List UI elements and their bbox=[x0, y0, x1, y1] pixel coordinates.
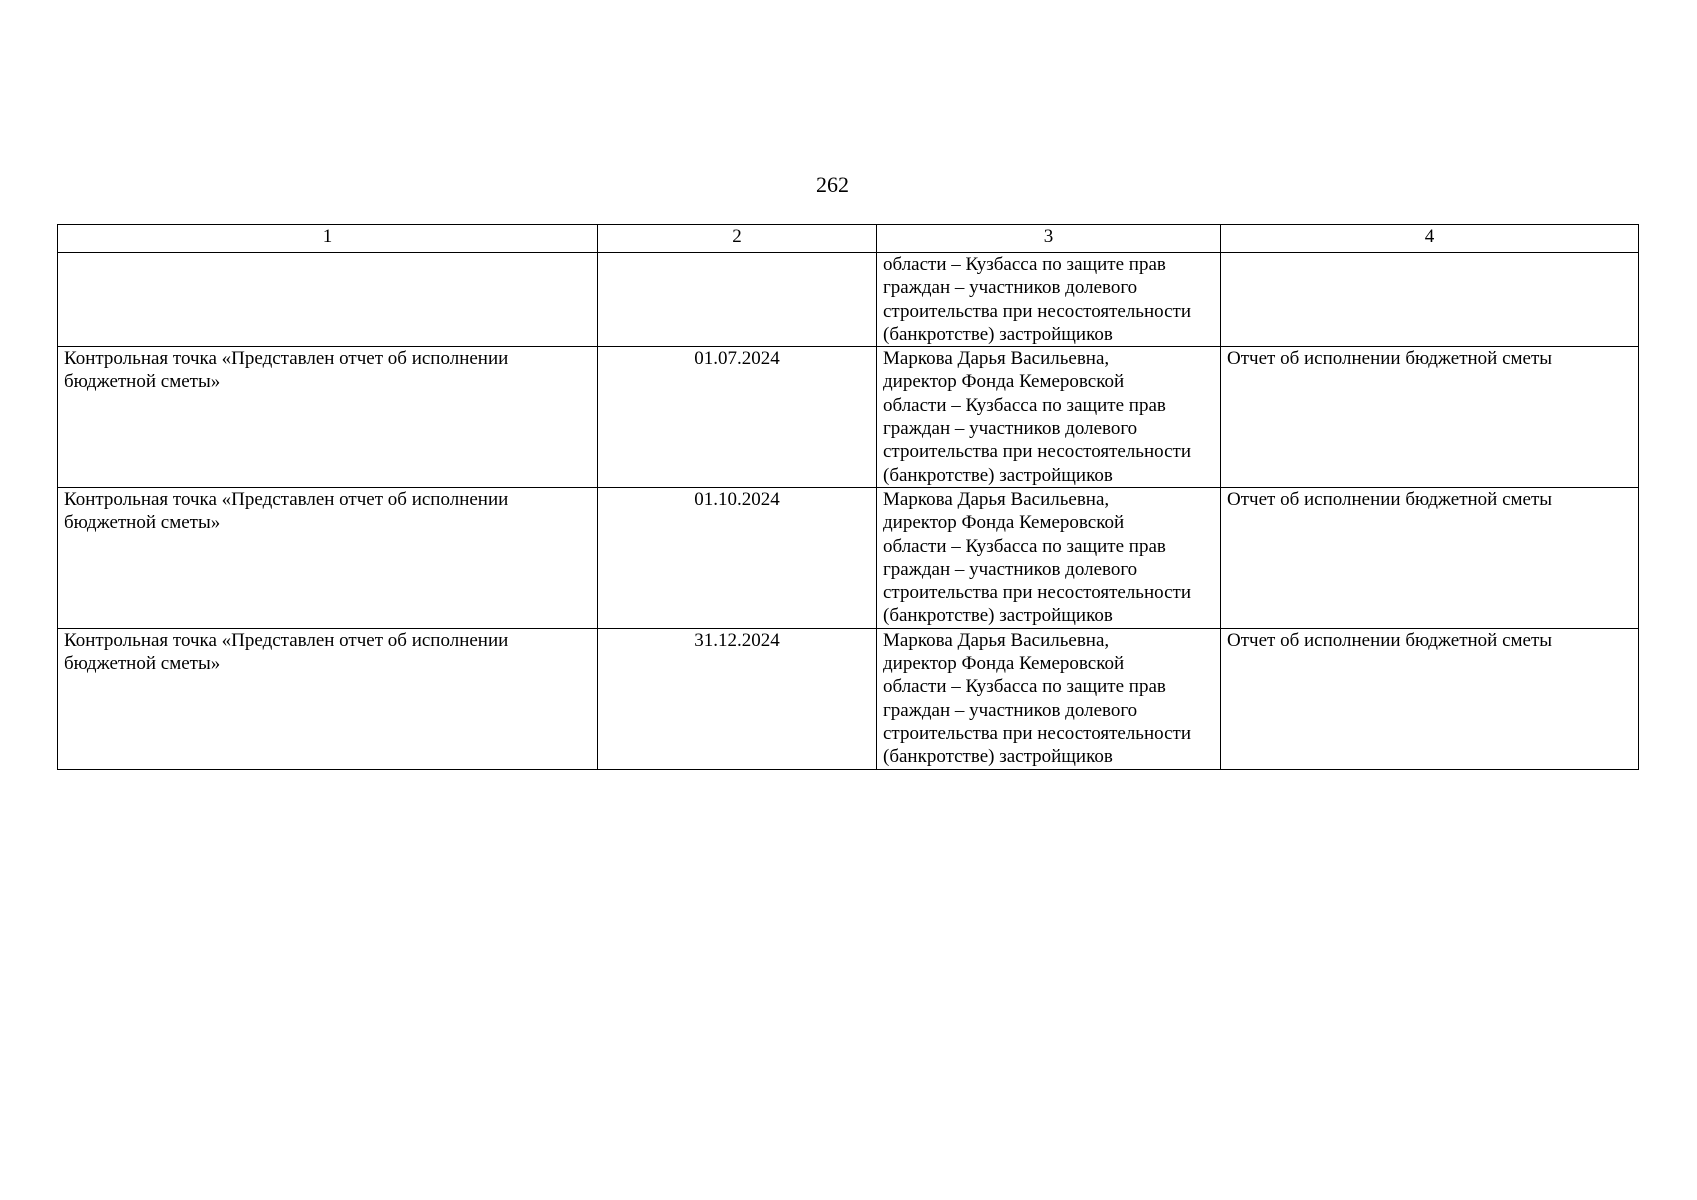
responsible-cell bbox=[877, 628, 1221, 769]
date-cell bbox=[598, 487, 877, 628]
page-number: 262 bbox=[816, 172, 849, 197]
event-text: Контрольная точка «Представлен отчет об исполнении бюджетной сметы» bbox=[64, 348, 509, 393]
event-text: Контрольная точка «Представлен отчет об исполнении бюджетной сметы» bbox=[64, 629, 509, 675]
responsible-cell bbox=[877, 253, 1221, 347]
date-text: 01.10.2024 bbox=[694, 488, 780, 510]
event-cell bbox=[58, 347, 598, 488]
date-text: 01.07.2024 bbox=[694, 348, 780, 370]
responsible-cell bbox=[877, 487, 1221, 628]
result-text: Отчет об исполнении бюджетной сметы bbox=[1227, 348, 1553, 370]
date-cell bbox=[598, 628, 877, 769]
responsible-text: области – Кузбасса по защите прав граждан – участников долевого строительства при несостоятельности (банкротстве) застройщиков bbox=[883, 254, 1192, 345]
column-header-4: 4 bbox=[1221, 225, 1639, 253]
event-cell bbox=[58, 253, 598, 347]
column-header-1: 1 bbox=[58, 225, 598, 253]
event-cell bbox=[58, 628, 598, 769]
result-text: Отчет об исполнении бюджетной сметы bbox=[1227, 629, 1553, 651]
event-cell bbox=[58, 487, 598, 628]
responsible-text: Маркова Дарья Васильевна, директор Фонда Кемеровской области – Кузбасса по защите прав граждан – участников долевого строительства при несостоятельности (банкротстве) застройщиков bbox=[883, 488, 1192, 627]
document-table bbox=[57, 224, 1639, 770]
result-cell bbox=[1221, 628, 1639, 769]
table-row bbox=[58, 347, 1639, 488]
table-row bbox=[58, 628, 1639, 769]
table-header bbox=[58, 225, 1639, 253]
result-cell bbox=[1221, 487, 1639, 628]
result-cell bbox=[1221, 347, 1639, 488]
responsible-text: Маркова Дарья Васильевна, директор Фонда Кемеровской области – Кузбасса по защите прав граждан – участников долевого строительства при несостоятельности (банкротстве) застройщиков bbox=[883, 348, 1192, 486]
responsible-cell bbox=[877, 347, 1221, 488]
event-text: Контрольная точка «Представлен отчет об исполнении бюджетной сметы» bbox=[64, 488, 509, 534]
table-row bbox=[58, 253, 1639, 347]
table-body bbox=[58, 253, 1639, 770]
result-text: Отчет об исполнении бюджетной сметы bbox=[1227, 488, 1553, 510]
responsible-text: Маркова Дарья Васильевна, директор Фонда Кемеровской области – Кузбасса по защите прав граждан – участников долевого строительства при несостоятельности (банкротстве) застройщиков bbox=[883, 629, 1192, 768]
result-cell bbox=[1221, 253, 1639, 347]
table-header-row bbox=[58, 225, 1639, 253]
date-cell bbox=[598, 347, 877, 488]
column-header-2: 2 bbox=[598, 225, 877, 253]
column-header-3: 3 bbox=[877, 225, 1221, 253]
date-cell bbox=[598, 253, 877, 347]
table-row bbox=[58, 487, 1639, 628]
date-text: 31.12.2024 bbox=[694, 629, 780, 651]
